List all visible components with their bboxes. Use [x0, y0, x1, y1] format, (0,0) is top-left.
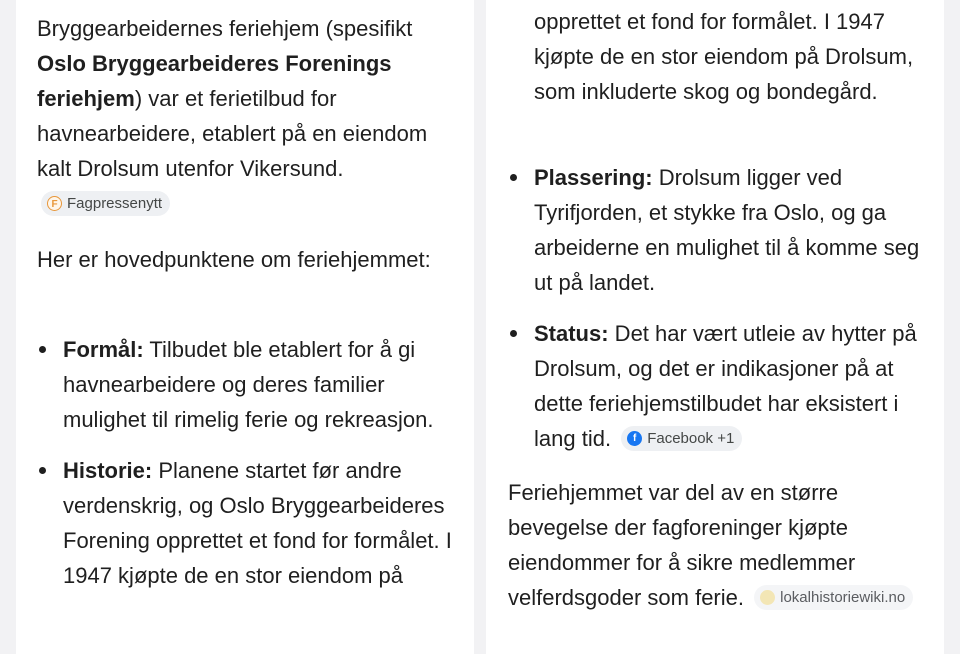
right-screenshot-panel	[486, 0, 944, 654]
facebook-logo-icon: f	[627, 431, 642, 446]
source-chip-lokalhistoriewiki[interactable]	[754, 585, 913, 610]
intro-paragraph	[37, 11, 457, 221]
list-item-status	[508, 316, 928, 456]
right-gutter	[944, 0, 960, 654]
summary-paragraph	[508, 475, 928, 615]
key-points-list	[37, 332, 457, 593]
intro-text-end: ) var et ferietilbud for havnearbeidere, etablert på en eiendom kalt Drolsum utenfor Vikersund.	[37, 86, 428, 181]
bullet-icon	[39, 346, 46, 353]
summary-text: Feriehjemmet var del av en større bevegelse der fagforeninger kjøpte eiendommer for å sikre medlemmer velferdsgoder som ferie.	[508, 480, 856, 610]
point-label: Status:	[534, 321, 609, 346]
intro-bold-name: Oslo Bryggearbeideres Forenings feriehjem	[37, 51, 392, 111]
point-text: Tilbudet ble etablert for å gi havnearbeidere og deres familier mulighet til rimelig ferie og rekreasjon.	[63, 337, 434, 432]
point-text: Planene startet før andre verdenskrig, og Oslo Bryggearbeideres Forening opprettet et fond for formålet. I 1947 kjøpte de en stor eiendom på	[63, 458, 452, 588]
source-chip-fagpressenytt[interactable]	[41, 191, 170, 216]
point-label: Formål:	[63, 337, 144, 362]
lokalhistoriewiki-logo-icon	[760, 590, 775, 605]
point-text: Det har vært utleie av hytter på Drolsum, og det er indikasjoner på at dette feriehjemstilbudet har eksistert i lang tid.	[534, 321, 917, 451]
history-continuation: opprettet et fond for formålet. I 1947 kjøpte de en stor eiendom på Drolsum, som inkluderte skog og bondegård.	[534, 9, 914, 104]
point-text: Drolsum ligger ved Tyrifjorden, et stykke fra Oslo, og ga arbeiderne en mulighet til å komme seg ut på landet.	[534, 165, 920, 295]
list-item-history	[37, 453, 457, 593]
left-screenshot-panel	[16, 0, 474, 654]
bullet-icon	[510, 330, 517, 337]
key-points-heading: Her er hovedpunktene om feriehjemmet:	[37, 247, 431, 272]
list-item-location	[508, 160, 928, 300]
key-points-list-continued	[508, 160, 928, 456]
left-gutter	[0, 0, 16, 654]
source-chip-label: lokalhistoriewiki.no	[780, 588, 906, 606]
source-chip-facebook[interactable]	[621, 426, 742, 451]
point-label: Historie:	[63, 458, 153, 483]
panel-divider	[474, 0, 486, 654]
bullet-icon	[510, 174, 517, 181]
bullet-icon	[39, 467, 46, 474]
scroll-fade	[16, 630, 474, 654]
intro-text-start: Bryggearbeidernes feriehjem (spesifikt	[37, 16, 413, 41]
list-item-purpose	[37, 332, 457, 437]
point-label: Plassering:	[534, 165, 653, 190]
fagpressenytt-logo-icon: F	[47, 196, 62, 211]
source-chip-label: Facebook +1	[647, 429, 735, 447]
source-chip-label: Fagpressenytt	[67, 194, 163, 212]
